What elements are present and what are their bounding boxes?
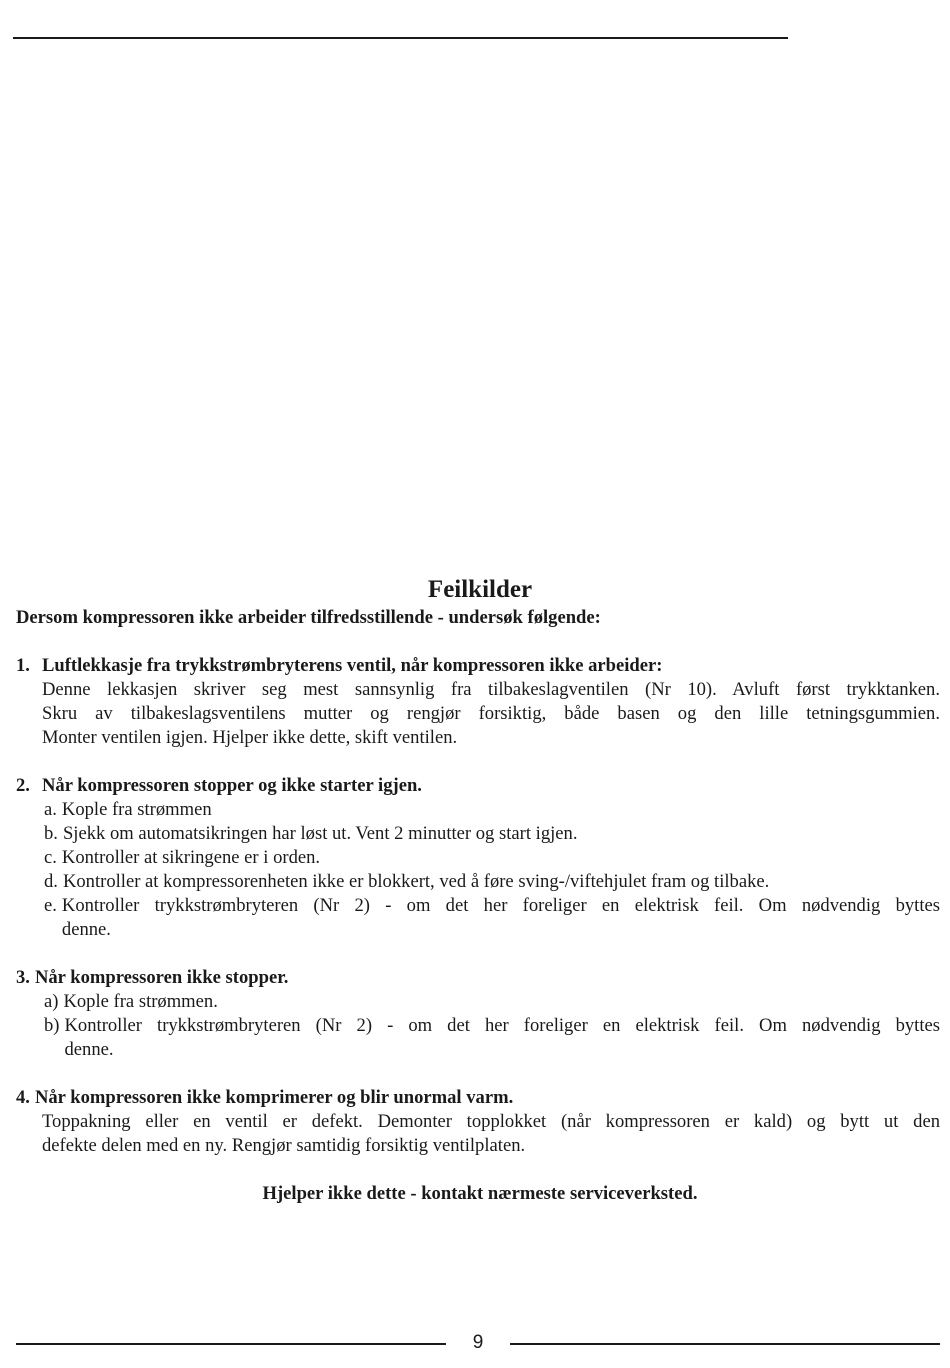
section-heading bbox=[16, 966, 940, 990]
list-item bbox=[44, 870, 940, 894]
top-divider bbox=[13, 37, 788, 39]
section-title: Luftlekkasje fra trykkstrømbryterens ventil, når kompressoren ikke arbeider: bbox=[42, 655, 663, 676]
section-1 bbox=[16, 654, 940, 750]
intro-text: Dersom kompressoren ikke arbeider tilfredsstillende - undersøk følgende: bbox=[16, 607, 601, 628]
list-marker: c. bbox=[44, 847, 57, 868]
body-line: Toppakning eller en ventil er defekt. Demonter topplokket (når kompressoren er kald) og bytt ut den bbox=[42, 1111, 940, 1132]
list-item bbox=[44, 846, 940, 870]
page-number: 9 bbox=[472, 1332, 484, 1353]
section-number: 3. bbox=[16, 967, 30, 988]
list-marker: e. bbox=[44, 895, 57, 916]
section-heading bbox=[16, 654, 940, 678]
list-item-text: denne. bbox=[64, 1039, 114, 1060]
page-title: Feilkilder bbox=[427, 576, 533, 603]
list-item bbox=[44, 1014, 940, 1062]
troubleshooting-section bbox=[16, 574, 940, 1225]
list-marker: a) bbox=[44, 991, 59, 1012]
list-item-text: Sjekk om automatsikringen har løst ut. Vent 2 minutter og start igjen. bbox=[62, 823, 578, 844]
list-marker: a. bbox=[44, 799, 57, 820]
section-title: Når kompressoren stopper og ikke starter igjen. bbox=[42, 775, 422, 796]
closing-note: Hjelper ikke dette - kontakt nærmeste serviceverksted. bbox=[262, 1183, 698, 1204]
step-list bbox=[44, 798, 940, 942]
list-marker: d. bbox=[44, 871, 58, 892]
list-item-text: Kople fra strømmen bbox=[61, 799, 212, 820]
section-body bbox=[42, 678, 940, 750]
list-item-text: Kople fra strømmen. bbox=[63, 991, 218, 1012]
section-3 bbox=[16, 966, 940, 1062]
body-line: Skru av tilbakeslagsventilens mutter og rengjør forsiktig, både basen og den lille tetningsgummien. bbox=[42, 703, 940, 724]
list-item-text: denne. bbox=[61, 919, 111, 940]
section-number: 2. bbox=[16, 775, 30, 796]
section-heading bbox=[16, 774, 940, 798]
section-4 bbox=[16, 1086, 940, 1158]
body-line: Denne lekkasjen skriver seg mest sannsynlig fra tilbakeslagventilen (Nr 10). Avluft først trykktanken. bbox=[42, 679, 940, 700]
section-number: 1. bbox=[16, 655, 30, 676]
list-item-text: Kontroller trykkstrømbryteren (Nr 2) - om det her foreliger en elektrisk feil. Om nødvendig byttes bbox=[64, 1015, 940, 1036]
step-list bbox=[44, 990, 940, 1062]
list-item bbox=[44, 822, 940, 846]
list-item bbox=[44, 798, 940, 822]
list-marker: b. bbox=[44, 823, 58, 844]
section-number: 4. bbox=[16, 1087, 30, 1108]
section-title: Når kompressoren ikke stopper. bbox=[34, 967, 289, 988]
footer-rule-left bbox=[16, 1343, 446, 1345]
list-item bbox=[44, 894, 940, 942]
list-item-text: Kontroller at kompressorenheten ikke er blokkert, ved å føre sving-/viftehjulet fram og tilbake. bbox=[62, 871, 770, 892]
list-item-text: Kontroller trykkstrømbryteren (Nr 2) - om det her foreliger en elektrisk feil. Om nødvendig byttes bbox=[61, 895, 940, 916]
section-title: Når kompressoren ikke komprimerer og blir unormal varm. bbox=[34, 1087, 514, 1108]
list-item-text: Kontroller at sikringene er i orden. bbox=[61, 847, 321, 868]
page-footer bbox=[0, 1330, 950, 1360]
section-2 bbox=[16, 774, 940, 942]
body-line: defekte delen med en ny. Rengjør samtidig forsiktig ventilplaten. bbox=[42, 1135, 526, 1156]
section-body bbox=[42, 1110, 940, 1158]
body-line: Monter ventilen igjen. Hjelper ikke dette, skift ventilen. bbox=[42, 727, 458, 748]
footer-rule-right bbox=[510, 1343, 940, 1345]
section-heading bbox=[16, 1086, 940, 1110]
list-marker: b) bbox=[44, 1015, 60, 1036]
list-item bbox=[44, 990, 940, 1014]
